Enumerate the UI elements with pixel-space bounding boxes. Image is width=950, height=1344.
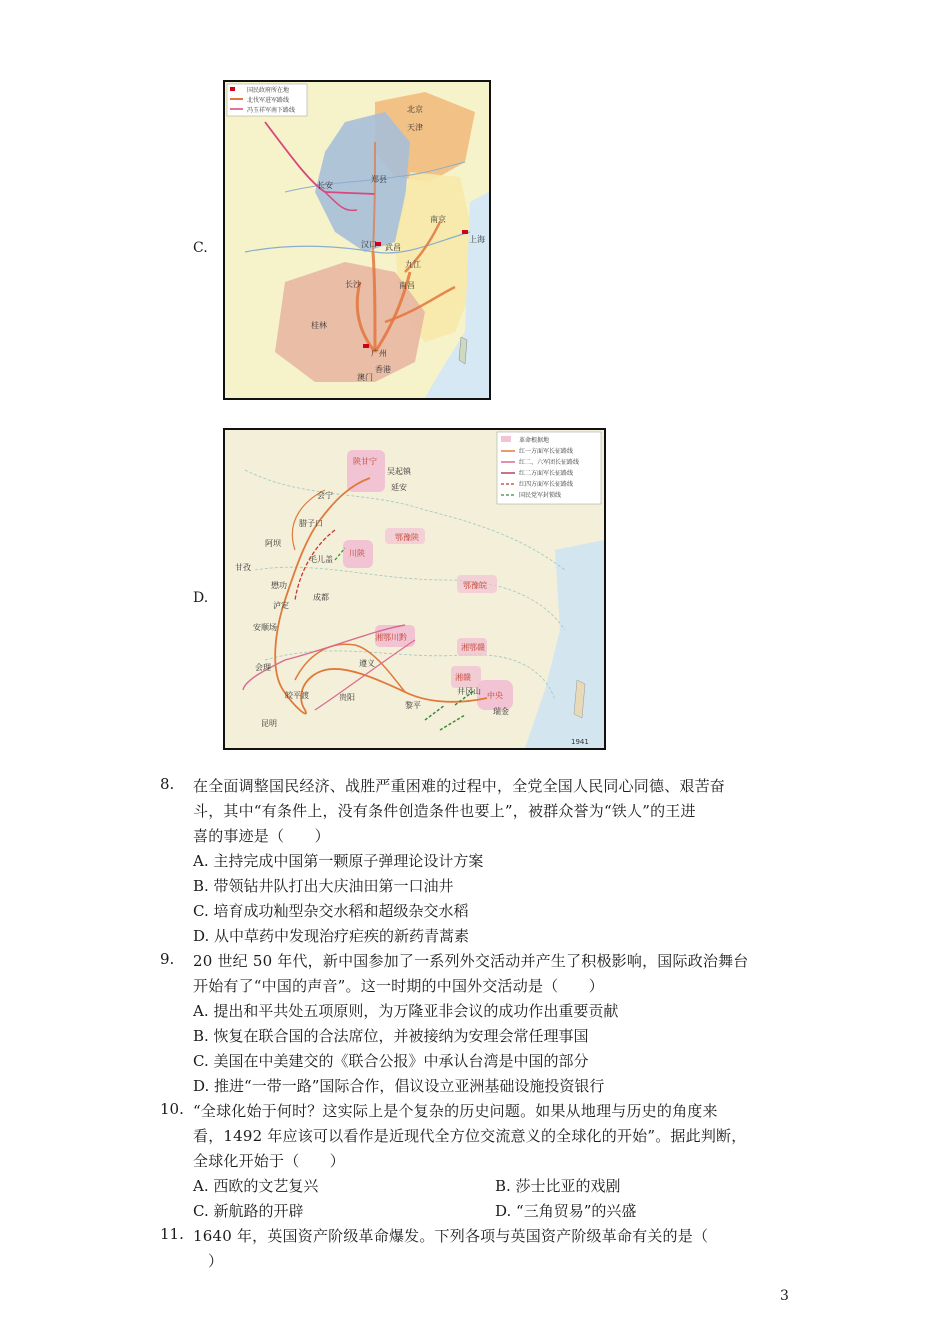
map-d-legend-1: 红一方面军长征路线 [519,448,574,455]
question-8-option-c[interactable]: C. 培育成功籼型杂交水稻和超级杂交水稻 [193,902,469,920]
place-huining: 会宁 [317,491,333,500]
map-c-legend-1: 北伐军进军路线 [247,97,290,104]
city-jiujiang: 九江 [405,260,421,269]
place-yanan: 延安 [391,483,407,492]
region-eyuwan: 鄂豫皖 [463,581,487,590]
place-lazikou: 腊子口 [299,519,323,528]
question-11-number: 11. [160,1225,184,1243]
city-nanchang: 南昌 [399,281,415,290]
place-zunyi: 遵义 [359,659,375,668]
place-luding: 泸定 [273,601,289,610]
city-nanjing: 南京 [430,215,446,224]
question-9-option-c[interactable]: C. 美国在中美建交的《联合公报》中承认台湾是中国的部分 [193,1052,589,1070]
map-c-legend-0: 国民政府所在地 [247,87,290,94]
city-guilin: 桂林 [311,321,327,330]
map-c-legend-2: 冯玉祥军南下路线 [247,107,296,114]
region-xianggan-e: 湘鄂赣 [461,643,485,652]
city-guangzhou: 广州 [371,349,387,358]
place-huili: 会理 [255,663,271,672]
region-shaanganning: 陕甘宁 [353,457,377,466]
question-9-option-a[interactable]: A. 提出和平共处五项原则，为万隆亚非会议的成功作出重要贡献 [193,1002,619,1020]
question-10-option-c[interactable]: C. 新航路的开辟 [193,1202,304,1220]
place-ruijin: 瑞金 [493,707,509,716]
place-aba: 阿坝 [265,539,281,548]
place-maoergai: 毛儿盖 [309,555,333,564]
place-jinggangshan: 井冈山 [457,687,481,696]
question-10-option-b[interactable]: B. 莎士比亚的戏剧 [495,1177,621,1195]
question-8-line-2: 斗，其中“有条件上，没有条件创造条件也要上”，被群众誉为“铁人”的王进 [193,802,696,820]
place-kunming: 昆明 [261,719,277,728]
city-beijing: 北京 [407,105,423,114]
question-9-option-b[interactable]: B. 恢复在联合国的合法席位，并被接纳为安理会常任理事国 [193,1027,589,1045]
city-zhengxian: 郑县 [371,175,387,184]
question-8-option-a[interactable]: A. 主持完成中国第一颗原子弹理论设计方案 [193,852,484,870]
place-wuqizhen: 吴起镇 [387,467,411,476]
option-c-label: C. [193,240,208,256]
option-d-label: D. [193,590,209,606]
question-11-line-2: ） [208,1252,224,1270]
region-xiangechuanqian: 湘鄂川黔 [375,633,407,642]
question-10-line-1: “全球化始于何时？这实际上是个复杂的历史问题。如果从地理与历史的角度来 [193,1102,718,1120]
question-11-line-1: 1640 年，英国资产阶级革命爆发。下列各项与英国资产阶级革命有关的是（ [193,1227,709,1245]
question-10-option-a[interactable]: A. 西欧的文艺复兴 [193,1177,319,1195]
city-shanghai: 上海 [469,235,485,244]
map-d-legend-0: 革命根据地 [519,437,550,444]
question-10-line-2: 看，1492 年应该可以看作是近现代全方位交流意义的全球化的开始”。据此判断， [193,1127,747,1145]
map-d-legend-2: 红二、六军团长征路线 [519,459,580,466]
place-maogong: 懋功 [271,581,287,590]
city-changan: 长安 [317,181,333,190]
city-hongkong: 香港 [375,365,391,374]
page-number: 3 [780,1288,789,1304]
question-10-line-3: 全球化开始于（ ） [193,1152,346,1170]
city-wuchang: 武昌 [385,243,401,252]
map-d-legend-5: 国民党军封锁线 [519,492,562,499]
question-9-number: 9. [160,950,175,968]
question-8-option-b[interactable]: B. 带领钻井队打出大庆油田第一口油井 [193,877,454,895]
place-jiaopingdu: 皎平渡 [285,691,309,700]
place-liping: 黎平 [405,701,421,710]
map-d-svg [225,430,604,748]
question-10-number: 10. [160,1100,184,1118]
question-9-option-d[interactable]: D. 推进“一带一路”国际合作，倡议设立亚洲基础设施投资银行 [193,1077,605,1095]
question-9-line-2: 开始有了“中国的声音”。这一时期的中国外交活动是（ ） [193,977,604,995]
place-ganzi: 甘孜 [235,563,251,572]
question-8-line-1: 在全面调整国民经济、战胜严重困难的过程中，全党全国人民同心同德、艰苦奋 [193,777,726,795]
place-chengdu: 成都 [313,593,329,602]
map-d-legend-3: 红二方面军长征路线 [519,470,574,477]
city-macau: 澳门 [357,373,373,382]
place-anshunchang: 安顺场 [253,623,277,632]
place-guiyang: 贵阳 [339,693,355,702]
question-9-line-1: 20 世纪 50 年代，新中国参加了一系列外交活动并产生了积极影响，国际政治舞台 [193,952,749,970]
city-changsha: 长沙 [345,280,361,289]
region-xianggan: 湘赣 [455,673,471,682]
question-10-option-d[interactable]: D. “三角贸易”的兴盛 [495,1202,637,1220]
city-tianjin: 天津 [407,123,423,132]
region-eyushaan: 鄂豫陕 [395,533,419,542]
city-hankou: 汉口 [361,240,377,249]
question-8-option-d[interactable]: D. 从中草药中发现治疗疟疾的新药青蒿素 [193,927,470,945]
map-c-svg [225,82,489,398]
region-chuanshaan: 川陕 [349,549,365,558]
region-central: 中央 [487,691,503,700]
question-8-number: 8. [160,775,175,793]
map-northern-expedition [223,80,491,400]
map-long-march [223,428,606,750]
question-8-line-3: 喜的事迹是（ ） [193,827,330,845]
map-d-code: 1941 [571,738,589,746]
map-d-legend-4: 红四方面军长征路线 [519,481,574,488]
